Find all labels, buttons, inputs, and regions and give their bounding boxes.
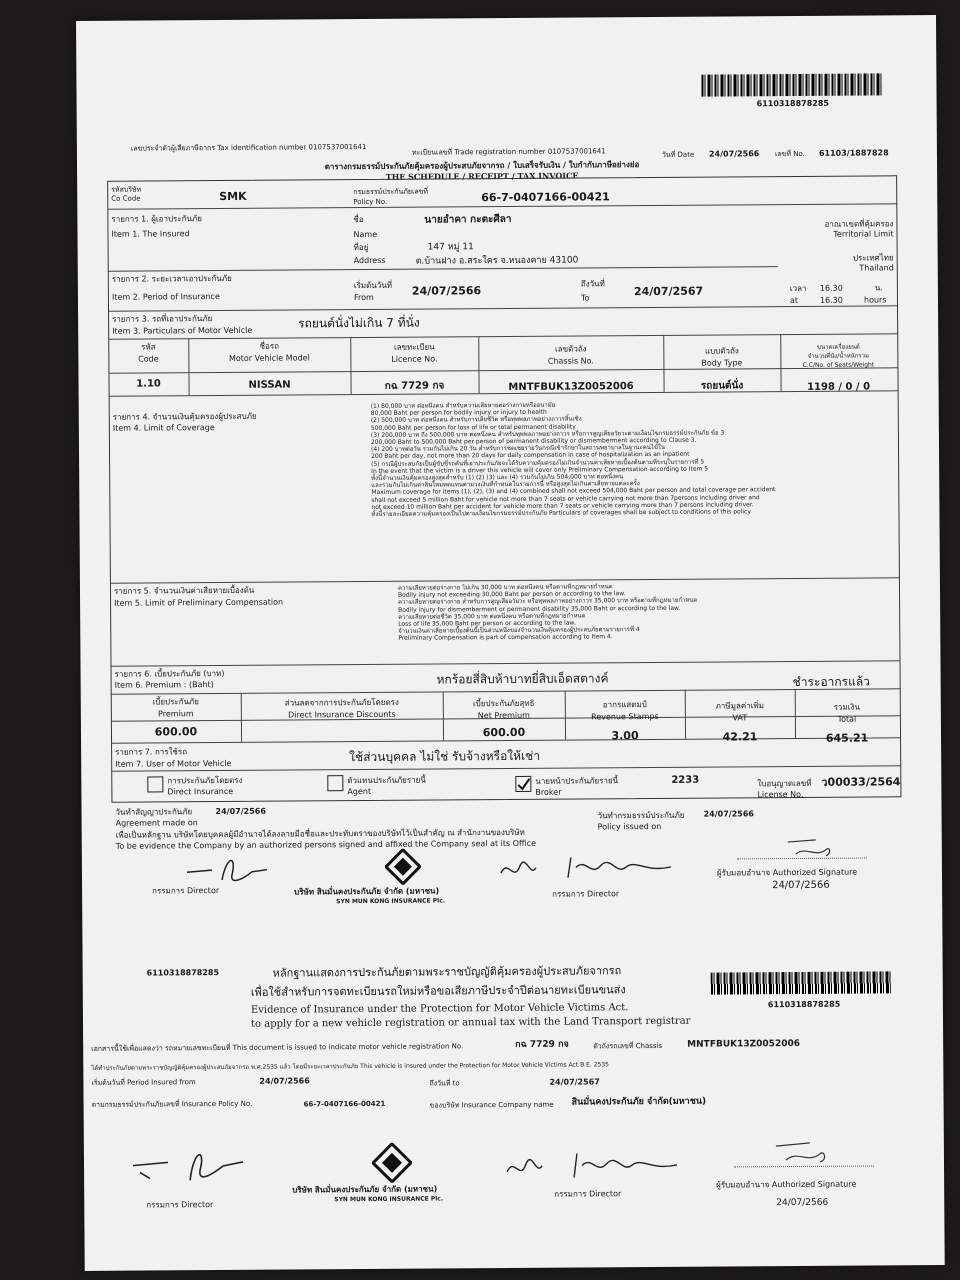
territory-label-en: Territorial Limit	[833, 229, 894, 239]
director-signature-2	[496, 847, 676, 888]
time-from: 16.30	[819, 283, 843, 293]
director-label-3: กรรมการ Director	[146, 1200, 214, 1210]
preliminary-line: Loss of life 35,000 Baht per person or according to the law.	[398, 619, 576, 628]
from-label-th: เริ่มต้นวันที่	[353, 280, 393, 291]
vat-value: 42.21	[722, 730, 758, 744]
premium-label-th: รายการ 6. เบี้ยประกันภัย (บาท)	[114, 668, 225, 679]
preliminary-line: ความเสียหายต่อร่างกาย สำหรับการสูญเสียอวัยวะ หรือทุพพลภาพอย่างถาวร 35,000 บาท หรือตามที่กฎหมายกำหนด	[398, 597, 698, 607]
coverage-line: 200,000 Baht to 500,000 Baht per person of permanent disability or dismemberment according to Clause 3.	[370, 436, 697, 446]
coverage-line: not exceed 10 million Baht per accident for vehicle more than 7 seats or vehicle carrying more than 7 persons including driver.	[371, 501, 754, 511]
col-model-en: Motor Vehicle Model	[228, 353, 310, 363]
director-label-4: กรรมการ Director	[554, 1189, 622, 1199]
coverage-line: 80,000 Baht per person for bodily injury or injury to health	[370, 408, 547, 418]
coverage-line: Maximum coverage for items (1), (2), (3) and (4) combined shall not exceed 504,000 Baht per person and total coverage per accident	[371, 486, 776, 497]
use-label-th: รายการ 7. การใช้รถ	[115, 747, 188, 757]
period-label-th: รายการ 2. ระยะเวลาเอาประกันภัย	[111, 273, 232, 284]
col-model-th: ชื่อรถ	[259, 341, 280, 351]
evidence-from-label: เริ่มต้นวันที่ Period Insured from	[91, 1078, 196, 1087]
time-label-th: เวลา	[789, 283, 807, 294]
authorized-signature-2	[774, 1136, 834, 1166]
evidence-policy-value: 66-7-0407166-00421	[303, 1099, 386, 1109]
issued-label-en: Policy issued on	[597, 821, 662, 832]
co-code-label-th: รหัสบริษัท	[111, 185, 142, 194]
vehicle-type: รถยนต์นั่งไม่เกิน 7 ที่นั่ง	[298, 315, 420, 331]
coverage-line: ทั้งนี้รายละเอียดความคุ้มครองเป็นไปตามเงื่อนไขกรมธรรม์ประกันภัย Particulars of coverages shall be subject to conditions of this policy	[371, 508, 751, 518]
broker-code: 2233	[671, 774, 700, 786]
insured-label-th: รายการ 1. ผู้เอาประกันภัย	[111, 214, 202, 224]
address-label-en: Address	[353, 255, 386, 266]
coverage-line: (5) กรณีผู้ประสบภัยเป็นผู้ขับขี่รถคันที่เอาประกันภัยจะได้รับความคุ้มครองไม่เกินจำนวนค่าเสียหายเบื้องต้นตามที่ระบุในรายการที่ 5	[371, 458, 705, 468]
company-logo-icon-2	[372, 1143, 412, 1183]
col-discount-en: Direct Insurance Discounts	[288, 709, 396, 720]
evidence-chassis: MNTFBUK13Z0052006	[687, 1038, 801, 1050]
address-line-1: 147 หมู่ 11	[427, 242, 474, 253]
from-label-en: From	[353, 292, 374, 303]
invoice-no-label: เลขที่ No.	[774, 149, 805, 159]
director-signature-3	[128, 1140, 248, 1191]
coverage-line: (3) 200,000 บาท ถึง 500,000 บาท ต่อหนึ่งคน สำหรับทุพพลภาพอย่างถาวร หรือการสูญเสียอวัยวะตามเงื่อนไขกรมธรรม์ประกันภัย ข้อ 3	[370, 429, 725, 439]
col-chassis-en: Chassis No.	[547, 356, 594, 366]
body-value: รถยนต์นั่ง	[700, 380, 744, 392]
tax-id-line: เลขประจำตัวผู้เสียภาษีอากร Tax identification number 0107537001641	[130, 142, 367, 153]
direct-label-en: Direct Insurance	[167, 786, 234, 797]
company-name-th-1: บริษัท สินมั่นคงประกันภัย จำกัด (มหาชน)	[294, 886, 440, 897]
issued-date: 24/07/2566	[703, 809, 754, 819]
trade-reg-line: ทะเบียนเลขที่ Trade registration number 0107537001641	[411, 147, 606, 157]
col-discount-th: ส่วนลดจากการประกันภัยโดยตรง	[284, 697, 399, 708]
chassis-value: MNTFBUK13Z0052006	[508, 381, 634, 393]
evidence-title-en-1: Evidence of Insurance under the Protection for Motor Vehicle Victims Act.	[250, 1002, 629, 1016]
preliminary-line: จำนวนเงินค่าเสียหายเบื้องต้นนี้เป็นส่วนหนึ่งของจำนวนเงินคุ้มครองผู้ประสบภัยตามรายการที่ 4	[398, 626, 640, 635]
authorized-signature-1	[786, 834, 836, 860]
title-english: THE SCHEDULE / RECEIPT / TAX INVOICE	[385, 170, 579, 182]
time-unit-en: hours	[863, 295, 887, 305]
coverage-line: shall not exceed 5 million Baht for vehicle not more than 7 seats or vehicle carrying not more than 7persons including driver and	[371, 493, 760, 504]
company-logo-icon	[385, 849, 421, 885]
country-th: ประเทศไทย	[852, 253, 894, 263]
agent-label-en: Agent	[347, 786, 372, 797]
company-name-en-1: SYN MUN KONG INSURANCE Plc.	[336, 897, 446, 906]
premium-value: 600.00	[154, 725, 198, 739]
premium-amount-words: หกร้อยสี่สิบห้าบาทยี่สิบเอ็ดสตางค์	[436, 671, 609, 687]
authorized-date-1: 24/07/2566	[772, 879, 830, 892]
coverage-line: (4) 200 บาทต่อวัน รวมกันไม่เกิน 20 วัน สำหรับการชดเชยรายวันกรณีเข้ารักษาในสถานพยาบาลในฐานะคนไข้ใน	[370, 444, 666, 454]
address-label-th: ที่อยู่	[353, 242, 369, 253]
coverage-line: In the event that the victim is a driver this vehicle will cover only Preliminary Compensation according to Item 5	[371, 465, 709, 475]
col-total-th: รวมเงิน	[833, 702, 860, 712]
evidence-company-value: สินมั่นคงประกันภัย จำกัด(มหาชน)	[571, 1096, 707, 1108]
agreement-label-en: Agreement made on	[115, 818, 198, 828]
barcode-top-number: 6110318878285	[756, 98, 830, 109]
col-body-th: แบบตัวถัง	[704, 346, 739, 356]
col-net-th: เบี้ยประกันภัยสุทธิ	[473, 698, 535, 709]
col-total-en: Total	[837, 714, 857, 724]
authorized-label-1: ผู้รับมอบอำนาจ Authorized Signature	[716, 867, 858, 878]
preliminary-line: ความเสียหายต่อชีวิต 35,000 บาท ต่อหนึ่งคน หรือตามที่กฎหมายกำหนด	[398, 612, 586, 621]
insured-label-en: Item 1. The Insured	[111, 229, 190, 239]
evidence-plate: กฉ 7729 กจ	[515, 1039, 569, 1050]
time-unit-th: น.	[874, 283, 883, 293]
date-value: 24/07/2566	[708, 149, 760, 159]
title-thai: ตารางกรมธรรม์ประกันภัยคุ้มครองผู้ประสบภัยจากรถ / ใบเสร็จรับเงิน / ใบกำกับภาษีอย่างย่อ	[324, 160, 640, 172]
col-cc-th2: จำนวนที่นั่ง/น้ำหนักรวม	[807, 352, 869, 360]
coverage-line: 500,000 Baht per person for loss of life or total permanent disability	[370, 423, 576, 432]
evidence-company-label: ของบริษัท Insurance Company name	[429, 1100, 554, 1110]
policy-no-label-th: กรมธรรม์ประกันภัยเลขที่	[353, 187, 429, 197]
issued-label-th: วันทำกรมธรรม์ประกันภัย	[597, 810, 685, 821]
evidence-policy-label: ตามกรมธรรม์ประกันภัยเลขที่ Insurance Policy No.	[91, 1099, 253, 1109]
coverage-line: ทั้งนี้จำนวนเงินคุ้มครองสูงสุดสำหรับ (1) (2) (3) และ (4) รวมกันไม่เกิน 504,000 บาท ต่อหนึ่งคน	[371, 473, 624, 482]
to-label-th: ถึงวันที่	[580, 279, 605, 289]
col-stamp-th: อากรแสตมป์	[602, 700, 647, 710]
authorized-date-2: 24/07/2566	[776, 1197, 829, 1209]
preliminary-line: ความเสียหายต่อร่างกาย ไม่เกิน 30,000 บาท ต่อหนึ่งคน หรือตามที่กฎหมายกำหนด	[397, 583, 613, 592]
director-label-2: กรรมการ Director	[552, 889, 620, 899]
license-value: ว00033/2564	[821, 775, 901, 789]
coverage-label-th: รายการ 4. จำนวนเงินคุ้มครองผู้ประสบภัย	[112, 411, 257, 422]
licence-value: กฉ 7729 กจ	[384, 380, 445, 392]
net-premium-value: 600.00	[482, 725, 526, 740]
director-label-1: กรรมการ Director	[152, 886, 220, 896]
preliminary-label-en: Item 5. Limit of Preliminary Compensation	[114, 597, 284, 608]
invoice-no-value: 61103/1887828	[818, 148, 889, 158]
barcode-top	[701, 73, 881, 96]
company-name-th-2: บริษัท สินมั่นคงประกันภัย จำกัด (มหาชน)	[292, 1184, 438, 1195]
col-net-en: Net Premium	[477, 710, 530, 721]
to-value: 24/07/2567	[633, 284, 704, 299]
name-label-en: Name	[353, 229, 378, 240]
coverage-line: 200 Baht per day, not more than 20 days for daily compensation in case of hospitalization as an inpatient	[371, 451, 690, 461]
use-value: ใช้ส่วนบุคคล ไม่ใช่ รับจ้างหรือให้เช่า	[349, 748, 541, 765]
preliminary-line: Bodily injury not exceeding 30,000 Baht per person or according to the law.	[398, 590, 626, 599]
territory-label-th: อาณาเขตที่คุ้มครอง	[824, 219, 894, 229]
agent-checkbox	[327, 775, 343, 791]
tax-paid-text: ชำระอากรแล้ว	[792, 674, 870, 690]
cc-value: 1198 / 0 / 0	[807, 381, 871, 393]
model-value: NISSAN	[248, 379, 291, 391]
code-value: 1.10	[136, 378, 161, 390]
evidence-title-en-2: to apply for a new vehicle registration or annual tax with the Land Transport registrar	[250, 1015, 691, 1030]
coverage-line: และรวมกันไม่เกินค่าสินไหมทดแทนตามวงเงินที่กำหนดในรายการนี้ หรือสูงสุดไม่เกินค่าเสียหายแต่ละครั้ง	[371, 480, 640, 490]
time-to: 16.30	[819, 295, 843, 305]
company-name-en-2: SYN MUN KONG INSURANCE Plc.	[334, 1195, 444, 1204]
vehicle-label-en: Item 3. Particulars of Motor Vehicle	[112, 325, 253, 336]
coverage-line: (2) 500,000 บาท ต่อหนึ่งคน สำหรับการเสียชีวิต หรือทุพพลภาพอย่างถาวรสิ้นเชิง	[370, 415, 582, 425]
direct-insurance-checkbox	[147, 776, 163, 792]
license-label-th: ใบอนุญาตเลขที่	[757, 778, 812, 789]
check-icon	[516, 778, 530, 792]
evidence-text-th: เพื่อเป็นหลักฐาน บริษัทโดยบุคคลผู้มีอำนาจได้ลงลายมือชื่อและประทับตราของบริษัทไว้เป็นสำคัญ ณ สำนักงานของบริษัท	[115, 827, 525, 840]
broker-checkbox	[515, 776, 531, 792]
direct-label-th: การประกันภัยโดยตรง	[167, 775, 243, 786]
evidence-text-en: To be evidence the Company by an authorized persons signed and affixed the Company seal at its Office	[115, 838, 537, 851]
preliminary-line: Preliminary Compensation is part of compensation according to Item 4.	[398, 633, 613, 643]
authorized-label-2: ผู้รับมอบอำนาจ Authorized Signature	[716, 1179, 857, 1190]
evidence-ref-left: 6110318878285	[146, 968, 220, 978]
evidence-line-1-prefix: เอกสารนี้ใช้เพื่อแสดงว่า รถหมายเลขทะเบียนที่ This document is issued to indicate motor vehicle registration No.	[91, 1042, 464, 1053]
stamp-value: 3.00	[611, 729, 639, 743]
col-premium-en: Premium	[158, 709, 194, 719]
coverage-lines	[371, 399, 892, 581]
evidence-line-2: ได้ทำประกันภัยตามพระราชบัญญัติคุ้มครองผู้ประสบภัยจากรถ พ.ศ.2535 แล้ว โดยมีระยะเวลาประกันภัย This vehicle is insured under the Protection for Motor Vehicle Victims Act B.E. 2535	[91, 1061, 610, 1072]
coverage-line: (1) 80,000 บาท ต่อหนึ่งคน สำหรับความเสียหายต่อร่างกายหรืออนามัย	[370, 401, 556, 410]
period-label-en: Item 2. Period of Insurance	[111, 292, 220, 302]
col-code-th: รหัส	[141, 342, 156, 352]
policy-no-label-en: Policy No.	[353, 197, 388, 207]
signature-line	[734, 1165, 874, 1167]
total-value: 645.21	[825, 731, 869, 745]
col-licence-th: เลขทะเบียน	[393, 342, 435, 352]
coverage-label-en: Item 4. Limit of Coverage	[112, 423, 215, 433]
col-stamp-en: Revenue Stamps	[591, 711, 659, 722]
director-signature-1	[182, 850, 272, 891]
col-licence-en: Licence No.	[391, 354, 438, 364]
evidence-to-value: 24/07/2567	[549, 1077, 600, 1087]
time-label-en: at	[789, 295, 799, 306]
agent-label-th: ตัวแทนประกันภัยรายนี้	[347, 775, 426, 786]
use-label-en: Item 7. User of Motor Vehicle	[115, 758, 232, 769]
country-en: Thailand	[859, 263, 894, 273]
broker-label-th: นายหน้าประกันภัยรายนี้	[535, 776, 619, 786]
from-value: 24/07/2566	[411, 284, 482, 298]
evidence-to-label: ถึงวันที่ to	[429, 1079, 460, 1088]
to-label-en: To	[580, 293, 590, 303]
col-vat-en: VAT	[732, 713, 748, 723]
date-label: วันที่ Date	[661, 150, 695, 159]
agreement-date: 24/07/2566	[215, 806, 266, 817]
evidence-title-th-2: เพื่อใช้สำหรับการจดทะเบียนรถใหม่หรือขอเสียภาษีประจำปีต่อนายทะเบียนขนส่ง	[250, 983, 626, 999]
col-chassis-th: เลขตัวถัง	[555, 344, 587, 354]
director-signature-4	[502, 1143, 682, 1188]
col-cc-th: ขนาดเครื่องยนต์	[816, 343, 860, 351]
license-label-en: License No.	[757, 789, 804, 800]
evidence-title-th-1: หลักฐานแสดงการประกันภัยตามพระราชบัญญัติคุ้มครองผู้ประสบภัยจากรถ	[272, 964, 622, 980]
col-code-en: Code	[138, 354, 159, 364]
col-body-en: Body Type	[701, 358, 743, 368]
agreement-label-th: วันทำสัญญาประกันภัย	[115, 807, 193, 817]
evidence-ref-right: 6110318878285	[767, 999, 841, 1010]
preliminary-label-th: รายการ 5. จำนวนเงินค่าเสียหายเบื้องต้น	[113, 585, 255, 596]
col-premium-th: เบี้ยประกันภัย	[152, 697, 200, 707]
evidence-chassis-label: ตัวถังรถเลขที่ Chassis	[593, 1041, 663, 1051]
col-cc-en: C.C/No. of Seats/Weight	[802, 361, 875, 369]
address-line-2: ต.บ้านฝาง อ.สระใคร จ.หนองคาย 43100	[415, 255, 579, 267]
co-code-label-en: Co Code	[111, 194, 141, 203]
barcode-evidence	[711, 971, 891, 994]
evidence-from-value: 24/07/2566	[259, 1076, 310, 1086]
broker-label-en: Broker	[535, 787, 562, 797]
insured-name: นายอำคา กะตะศีลา	[424, 213, 512, 226]
col-vat-th: ภาษีมูลค่าเพิ่ม	[715, 701, 765, 711]
policy-no-value: 66-7-0407166-00421	[481, 190, 610, 205]
co-code-value: SMK	[219, 189, 247, 204]
preliminary-line: Bodily injury for dismemberment or permanent disability 35,000 Baht or according to the law.	[398, 604, 681, 614]
name-label-th: ชื่อ	[353, 214, 364, 225]
preliminary-lines	[398, 581, 894, 664]
premium-label-en: Item 6. Premium : (Baht)	[114, 680, 214, 690]
insurance-document	[76, 15, 945, 1271]
vehicle-label-th: รายการ 3. รถที่เอาประกันภัย	[112, 314, 213, 324]
